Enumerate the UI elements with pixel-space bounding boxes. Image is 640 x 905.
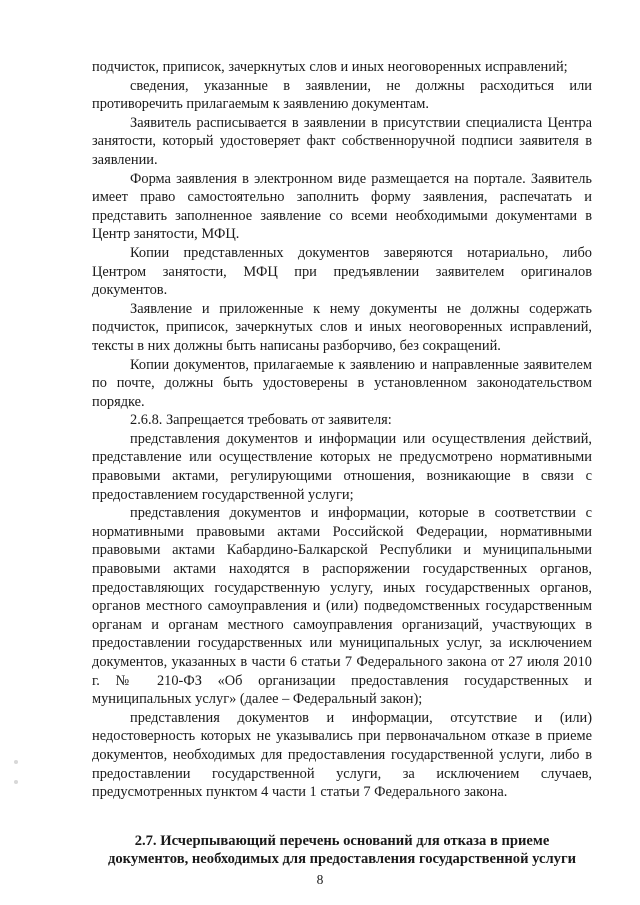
paragraph-9: представления документов и информации или осуществления действий, представление или осуществление которых не предусмотрено нормативными правовыми актами, регулирующими отношения, возникающие в связи с предоставлением государственной услуги;: [92, 430, 592, 503]
document-body: [92, 58, 592, 869]
paragraph-5: Копии представленных документов заверяются нотариально, либо Центром занятости, МФЦ при предъявлении заявителем оригиналов документов.: [92, 244, 592, 299]
page-number: 8: [316, 872, 324, 887]
paragraph-1: подчисток, приписок, зачеркнутых слов и иных неоговоренных исправлений;: [92, 59, 568, 75]
section-heading-line-2: документов, необходимых для предоставления государственной услуги: [108, 851, 576, 868]
paragraph-6: Заявление и приложенные к нему документы не должны содержать подчисток, приписок, зачеркнутых слов и иных неоговоренных исправлений, тексты в них должны быть написаны разборчиво, без сокращений.: [92, 300, 592, 354]
paragraph-3: Заявитель расписывается в заявлении в присутствии специалиста Центра занятости, который удостоверяет факт собственноручной подписи заявителя в заявлении.: [92, 114, 592, 168]
section-heading-line-1: 2.7. Исчерпывающий перечень оснований для отказа в приеме: [134, 832, 550, 849]
scan-speck: [14, 780, 18, 784]
paragraph-7: Копии документов, прилагаемые к заявлению и направленные заявителем по почте, должны быть удостоверены в установленном законодательством порядке.: [92, 356, 592, 410]
paragraph-11: представления документов и информации, отсутствие и (или) недостоверность которых не указывались при первоначальном отказе в приеме документов, необходимых для предоставления государственной услуги, либо в предоставлении государственной услуги, за исключением случаев, предусмотренных пунктом 4 части 1 статьи 7 Федерального закона.: [92, 709, 592, 801]
paragraph-4: Форма заявления в электронном виде размещается на портале. Заявитель имеет право самостоятельно заполнить форму заявления, распечатать и представить заполненное заявление со всеми необходимыми документами в Центр занятости, МФЦ.: [92, 170, 592, 243]
paragraph-10: представления документов и информации, которые в соответствии с нормативными правовыми актами Российской Федерации, нормативными правовыми актами Кабардино-Балкарской Республики и муниципальными правовыми актами находятся в распоряжении государственных органов, предоставляющих государственную услугу, иных государственных органов, органов местного самоуправления и (или) подведомственных государственным органам и органам местного самоуправления организаций, участвующих в предоставлении государственных или муниципальных услуг, за исключением документов, указанных в части 6 статьи 7 Федерального закона от 27 июля 2010 г. № 210-ФЗ «Об организации предоставления государственных и муниципальных услуг» (далее – Федеральный закон);: [92, 505, 592, 708]
section-heading: [92, 832, 592, 869]
scan-speck: [14, 760, 18, 764]
paragraph-8: 2.6.8. Запрещается требовать от заявителя:: [130, 412, 392, 429]
paragraph-2: сведения, указанные в заявлении, не должны расходиться или противоречить прилагаемым к заявлению документам.: [92, 77, 592, 113]
